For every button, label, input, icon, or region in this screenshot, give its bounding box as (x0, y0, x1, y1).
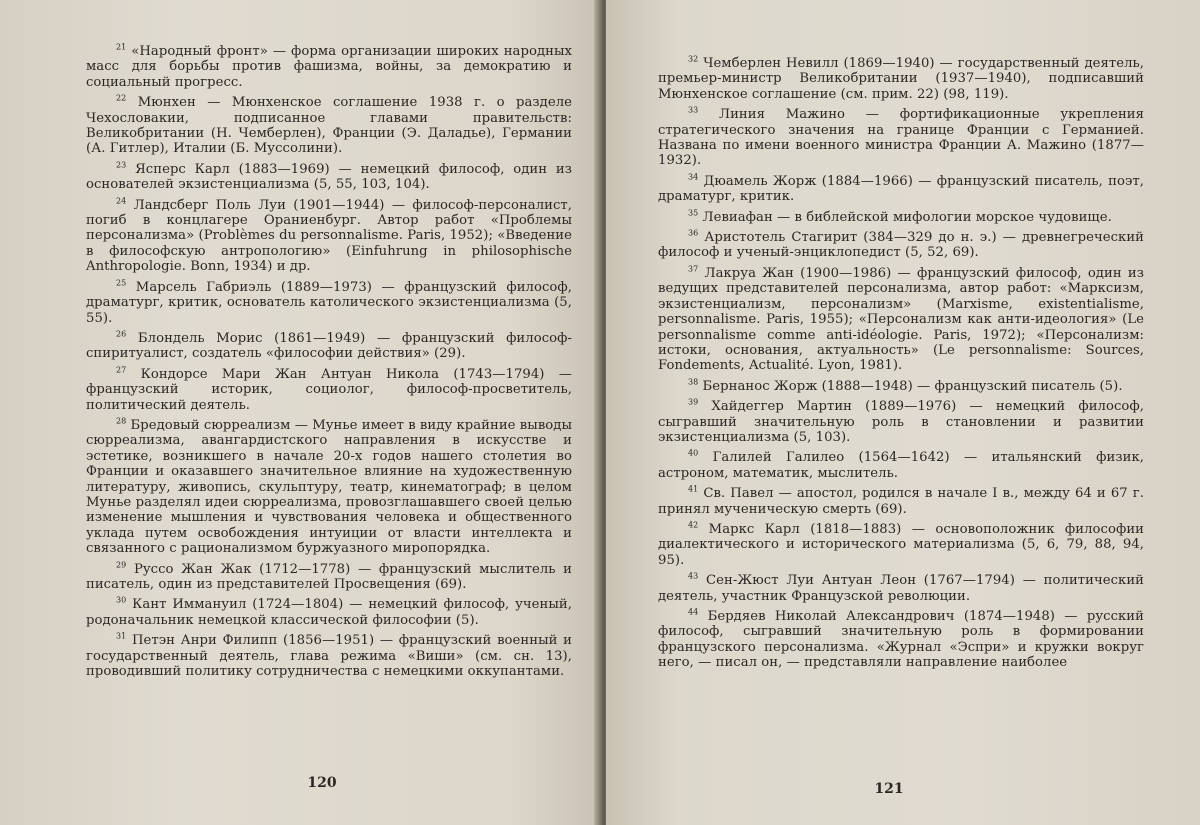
footnote-30: $^{30}$ Кант Иммануил (1724—1804) — немецкий философ, ученый, родоначальник немецкой классической философии (5). (86, 596, 572, 628)
footnote-25: $^{25}$ Марсель Габриэль (1889—1973) — французский философ, драматург, критик, основатель католического экзистенциализма (5, 55). (86, 278, 572, 326)
footnote-38: $^{38}$ Бернанос Жорж (1888—1948) — французский писатель (5). (688, 377, 1123, 394)
footnote-34: $^{34}$ Дюамель Жорж (1884—1966) — французский писатель, поэт, драматург, критик. (658, 172, 1144, 205)
footnote-29: $^{29}$ Руссо Жан Жак (1712—1778) — французский мыслитель и писатель, один из представителей Просвещения (69). (86, 560, 572, 592)
footnote-26: $^{26}$ Блондель Морис (1861—1949) — французский философ-спиритуалист, создатель «философии действия» (29). (86, 329, 572, 362)
right-page (606, 0, 1200, 825)
footnote-43: $^{43}$ Сен-Жюст Луи Антуан Леон (1767—1794) — политический деятель, участник Французской революции. (658, 571, 1144, 604)
footnote-35: $^{35}$ Левиафан — в библейской мифологии морское чудовище. (688, 208, 1112, 225)
footnote-36: $^{36}$ Аристотель Стагирит (384—329 до н. э.) — древнегреческий философ и ученый-энциклопедист (5, 52, 69). (658, 228, 1144, 261)
footnote-41: $^{41}$ Св. Павел — апостол, родился в начале I в., между 64 и 67 г. принял мученическую смерть (69). (658, 484, 1144, 517)
footnote-40: $^{40}$ Галилей Галилео (1564—1642) — итальянский физик, астроном, математик, мыслитель. (658, 448, 1145, 481)
footnote-27: $^{27}$ Кондорсе Мари Жан Антуан Никола (1743—1794) — французский историк, социолог, философ-просветитель, политический деятель. (86, 365, 573, 413)
footnote-44: $^{44}$ Бердяев Николай Александрович (1874—1948) — русский философ, сыгравший значительную роль в формировании французского персонализма. «Журнал «Эспри» и кружки вокруг него, — писал он, — представляли направление наиболее (658, 607, 1144, 671)
footnote-39: $^{39}$ Хайдеггер Мартин (1889—1976) — немецкий философ, сыгравший значительную роль в становлении и развитии экзистенциализма (5, 103). (658, 397, 1144, 445)
page-number-left: 120 (307, 775, 337, 791)
footnote-42: $^{42}$ Маркс Карл (1818—1883) — основоположник философии диалектического и исторического материализма (5, 6, 79, 88, 94, 95). (658, 520, 1144, 568)
footnote-31: $^{31}$ Петэн Анри Филипп (1856—1951) — французский военный и государственный деятель, глава режима «Виши» (см. сн. 13), проводивший политику сотрудничества с немецкими оккупантами. (86, 631, 572, 680)
left-notes (86, 44, 572, 679)
footnote-37: $^{37}$ Лакруа Жан (1900—1986) — французский философ, один из ведущих представителей персонализма, автор работ: «Марксизм, экзистенциализм, персонализм» (Marxisme, existentialisme, personnalisme. Paris, 1955); «Персонализм как анти-идеология» (Le personnalisme comme anti-idéologie. Paris, 1972); «Персонализм: истоки, основания, актуальность» (Le personnalisme: Sources, Fondements, Actualité. Lyon, 1981). (658, 264, 1144, 374)
footnote-22: $^{22}$ Мюнхен — Мюнхенское соглашение 1938 г. о разделе Чехословакии, подписанное главами правительств: Великобритании (Н. Чемберлен), Франции (Э. Даладье), Германии (А. Гитлер), Италии (Б. Муссолини). (86, 93, 572, 157)
footnote-28: $^{28}$ Бредовый сюрреализм — Мунье имеет в виду крайние выводы сюрреализма, авангардистского направления в искусстве и эстетике, возникшего в начале 20-х годов нашего столетия во Франции и оказавшего значительное влияние на художественную литературу, живопись, скульптуру, театр, кинематограф; в целом Мунье разделял идеи сюрреализма, провозглашавшего своей целью изменение мышления и чувствования человека и общественного уклада путем освобождения интуиции от власти интеллекта и связанного с рационализмом буржуазного миропорядка. (86, 416, 572, 557)
right-notes (658, 56, 1144, 671)
footnote-23: $^{23}$ Ясперс Карл (1883—1969) — немецкий философ, один из основателей экзистенциализма (5, 55, 103, 104). (86, 160, 573, 193)
footnote-32: $^{32}$ Чемберлен Невилл (1869—1940) — государственный деятель, премьер-министр Великобритании (1937—1940), подписавший Мюнхенское соглашение (см. прим. 22) (98, 119). (658, 54, 1145, 102)
page-number-right: 121 (874, 781, 904, 797)
footnote-21: $^{21}$ «Народный фронт» — форма организации широких народных масс для борьбы против фашизма, войны, за демократию и социальный прогресс. (86, 42, 572, 90)
footnote-24: $^{24}$ Ландсберг Поль Луи (1901—1944) — философ-персоналист, погиб в концлагере Ораниенбург. Автор работ «Проблемы персонализма» (Problèmes du personnalisme. Paris, 1952); «Введение в философскую антропологию» (Einfuhrung in philosophische Anthropologie. Bonn, 1934) и др. (86, 196, 572, 275)
footnote-33: $^{33}$ Линия Мажино — фортификационные укрепления стратегического значения на границе Франции с Германией. Названа по имени военного министра Франции А. Мажино (1877—1932). (658, 105, 1144, 169)
